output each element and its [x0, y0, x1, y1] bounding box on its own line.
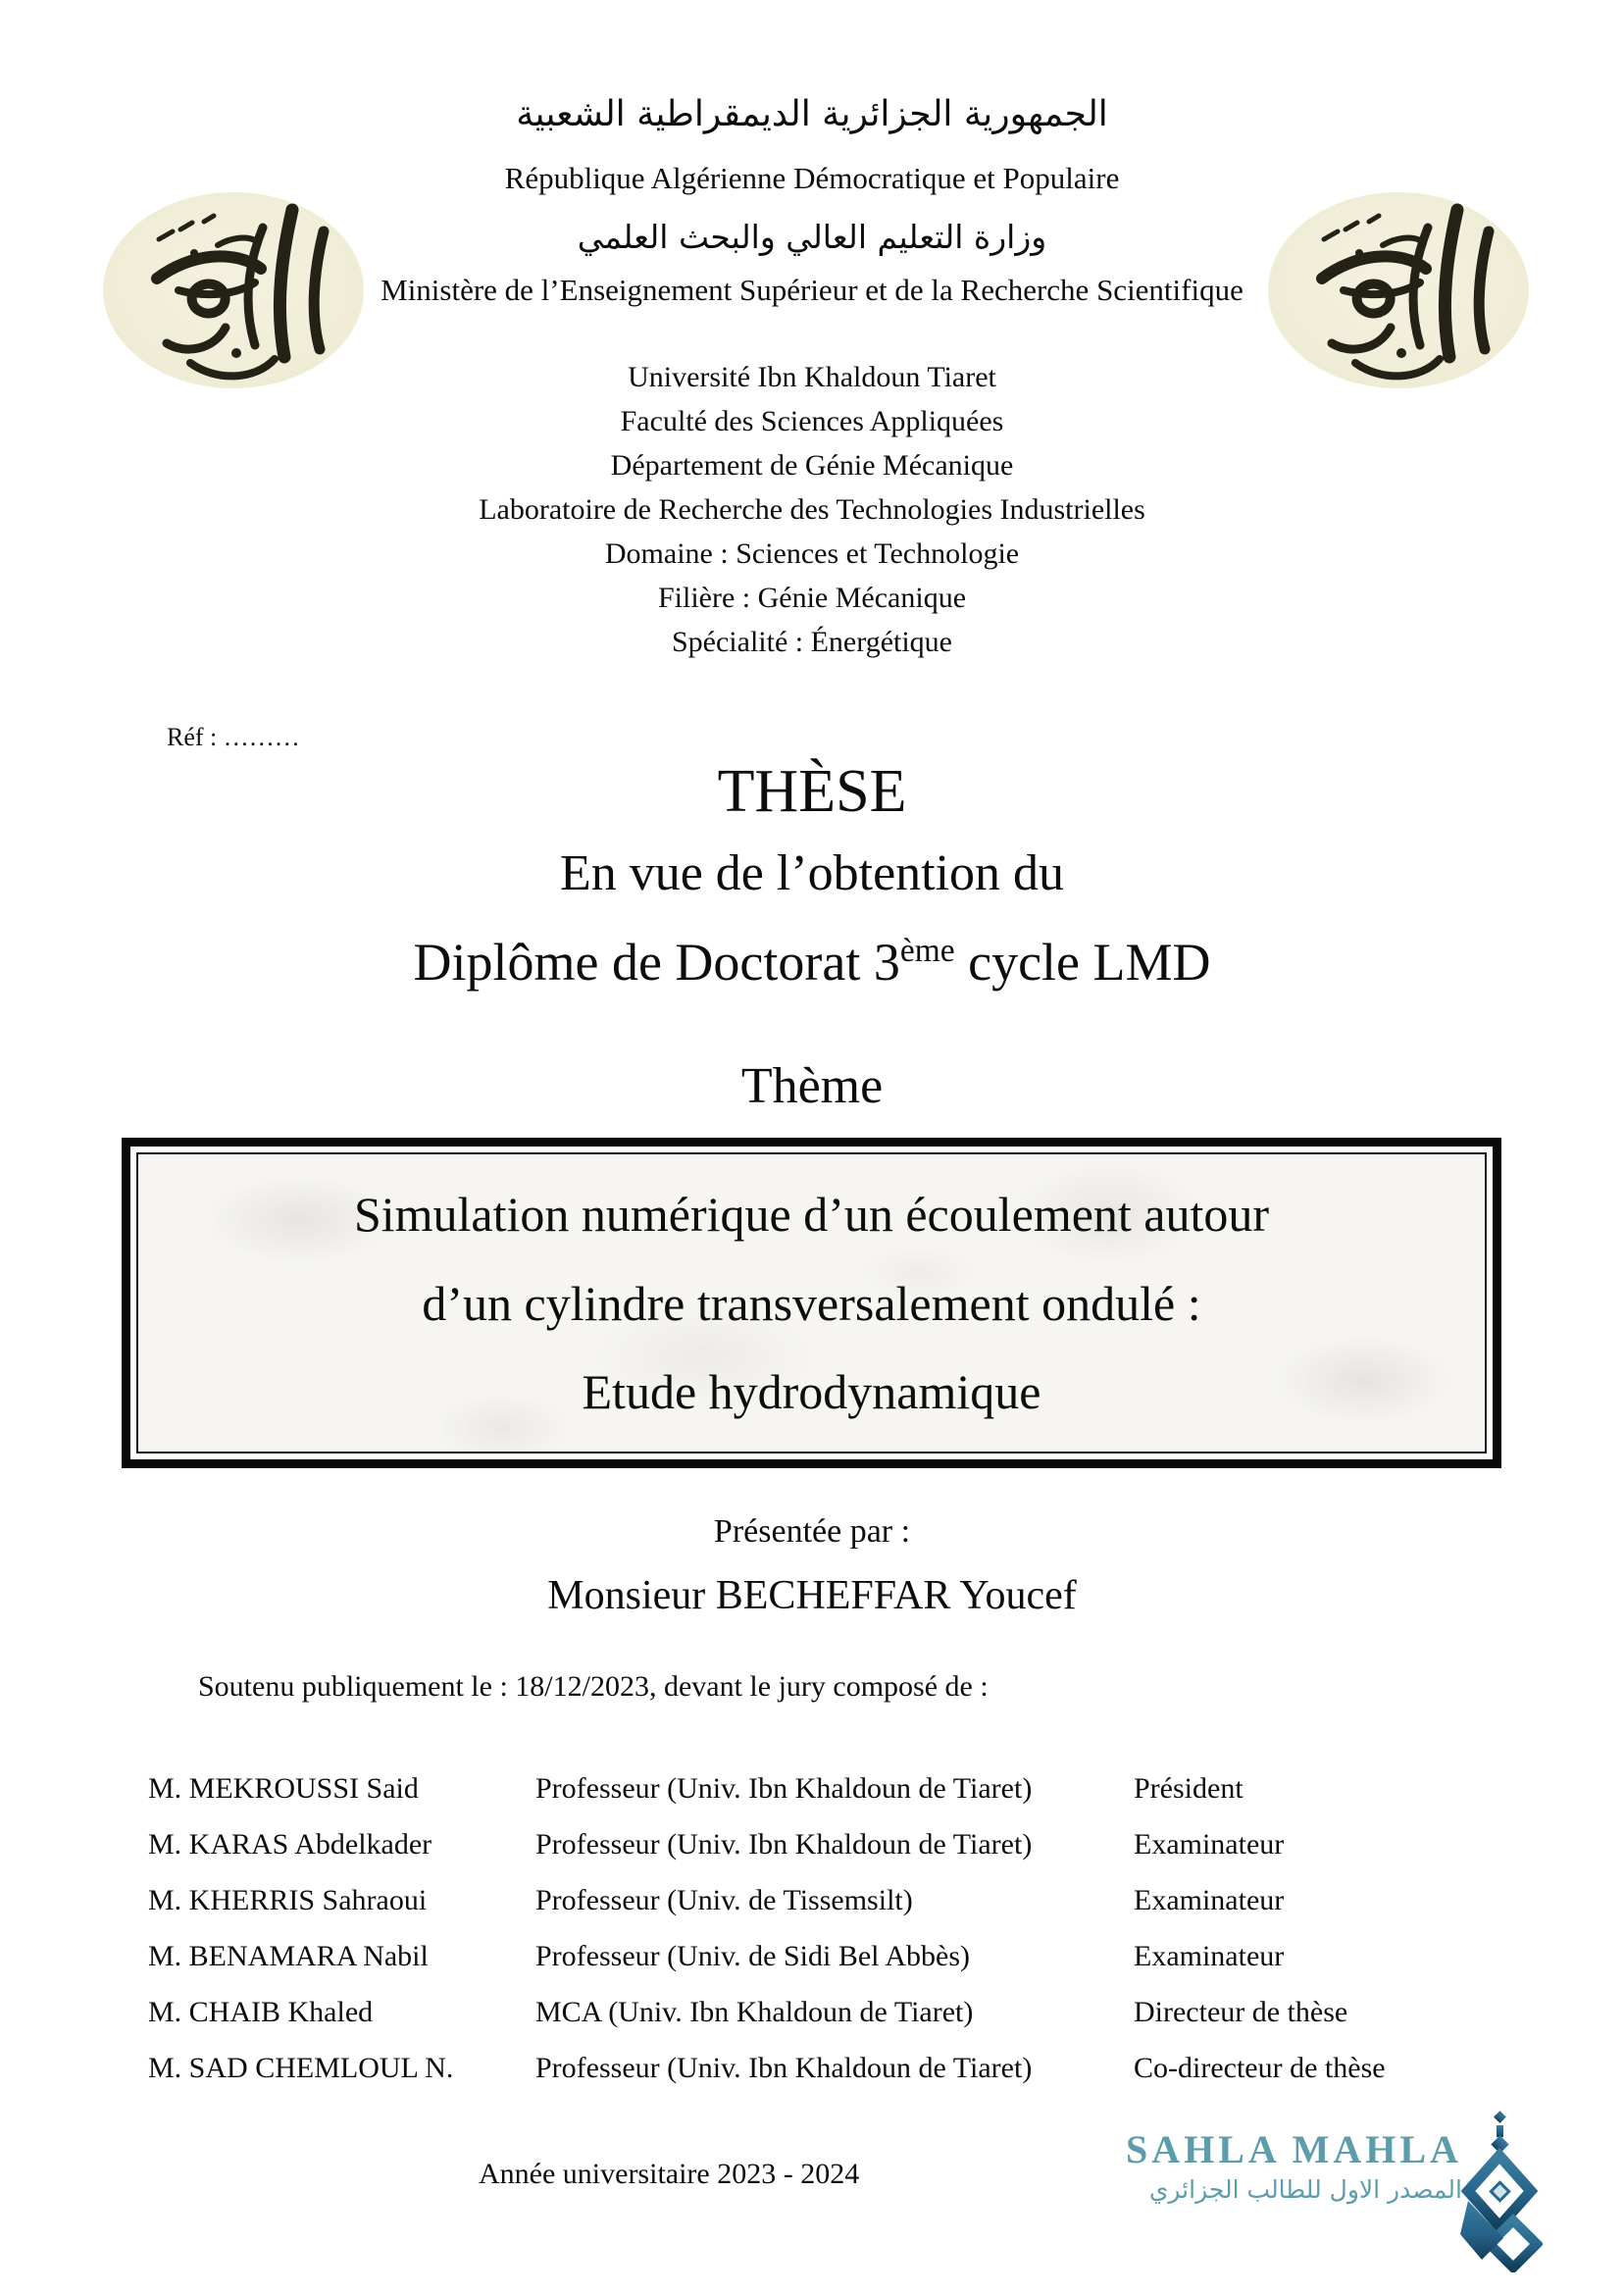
arabic-ministry-line: وزارة التعليم العالي والبحث العلمي — [577, 218, 1047, 256]
sahla-mahla-watermark — [1126, 2111, 1577, 2277]
academic-year-line: Année universitaire 2023 - 2024 — [479, 2158, 860, 2190]
french-ministry-line: Ministère de l’Enseignement Supérieur et de la Recherche Scientifique — [381, 273, 1243, 307]
thesis-subtitle-2 — [0, 912, 1624, 1001]
theme-title-box-inner — [136, 1152, 1487, 1453]
french-republic-line: République Algérienne Démocratique et Populaire — [504, 161, 1120, 195]
theme-title-line-3: Etude hydrodynamique — [582, 1363, 1041, 1419]
jury-affiliation: Professeur (Univ. Ibn Khaldoun de Tiaret) — [535, 1827, 1033, 1861]
jury-affiliation: Professeur (Univ. de Tissemsilt) — [535, 1883, 913, 1916]
jury-name: M. SAD CHEMLOUL N. — [148, 2051, 454, 2084]
jury-role: Co-directeur de thèse — [1134, 2051, 1386, 2084]
sahla-mahla-brand: SAHLA MAHLA — [1126, 2127, 1462, 2171]
institution-block — [0, 355, 1624, 664]
jury-affiliation: MCA (Univ. Ibn Khaldoun de Tiaret) — [535, 1995, 974, 2028]
department-name: Département de Génie Mécanique — [610, 449, 1014, 482]
domain-line: Domaine : Sciences et Technologie — [604, 537, 1020, 570]
jury-role: Examinateur — [1134, 1827, 1285, 1861]
presented-by-block — [0, 1510, 1624, 1622]
jury-role: Directeur de thèse — [1134, 1995, 1348, 2028]
presented-by-label: Présentée par : — [713, 1513, 911, 1550]
thesis-subtitle-1: En vue de l’obtention du — [559, 845, 1065, 901]
diploma-superscript: ème — [899, 933, 955, 969]
sahla-mahla-text-block — [1126, 2128, 1462, 2207]
jury-name: M. MEKROUSSI Said — [148, 1771, 419, 1805]
theme-label: Thème — [740, 1058, 884, 1114]
thesis-heading-block — [0, 757, 1624, 1001]
diploma-text-suffix: cycle LMD — [954, 933, 1211, 992]
faculty-name: Faculté des Sciences Appliquées — [620, 405, 1004, 437]
theme-title-line-1: Simulation numérique d’un écoulement autour — [353, 1187, 1270, 1243]
filiere-line: Filière : Génie Mécanique — [657, 582, 967, 614]
sahla-mahla-tagline: المصدر الاول للطالب الجزائري — [1148, 2175, 1462, 2204]
jury-affiliation: Professeur (Univ. Ibn Khaldoun de Tiaret) — [535, 1771, 1033, 1805]
jury-affiliation: Professeur (Univ. de Sidi Bel Abbès) — [535, 1939, 970, 1972]
diploma-text-prefix: Diplôme de Doctorat 3 — [413, 933, 900, 992]
author-name: Monsieur BECHEFFAR Youcef — [547, 1573, 1077, 1618]
specialite-line: Spécialité : Énergétique — [671, 626, 952, 658]
jury-role: Examinateur — [1134, 1939, 1285, 1972]
jury-table — [148, 1760, 1546, 2096]
university-name: Université Ibn Khaldoun Tiaret — [628, 361, 996, 393]
sahla-mahla-emblem-icon — [1456, 2111, 1543, 2277]
jury-affiliation: Professeur (Univ. Ibn Khaldoun de Tiaret) — [535, 2051, 1033, 2084]
jury-name: M. BENAMARA Nabil — [148, 1939, 429, 1972]
defense-date-line: Soutenu publiquement le : 18/12/2023, devant le jury composé de : — [198, 1670, 989, 1703]
theme-title-box — [122, 1138, 1501, 1468]
arabic-republic-line: الجمهورية الجزائرية الديمقراطية الشعبية — [516, 94, 1108, 134]
jury-role: Examinateur — [1134, 1883, 1285, 1916]
reference-line: Réf : ……… — [167, 723, 300, 751]
thesis-title: THÈSE — [717, 758, 907, 825]
theme-title-line-2: d’un cylindre transversalement ondulé : — [422, 1275, 1201, 1331]
laboratory-name: Laboratoire de Recherche des Technologies Industrielles — [479, 493, 1145, 526]
jury-role: Président — [1134, 1771, 1243, 1805]
jury-name: M. CHAIB Khaled — [148, 1995, 374, 2028]
jury-name: M. KHERRIS Sahraoui — [148, 1883, 428, 1916]
jury-name: M. KARAS Abdelkader — [148, 1827, 432, 1861]
